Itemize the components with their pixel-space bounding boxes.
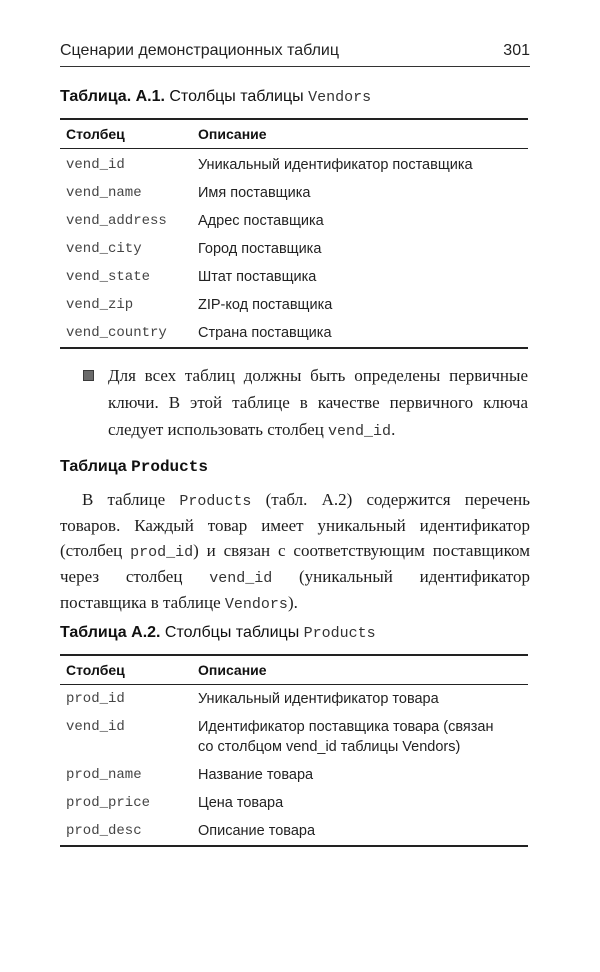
column-name-cell: prod_price [66, 795, 151, 811]
column-name-cell: vend_name [66, 185, 142, 201]
table-row [60, 713, 528, 761]
table-row [60, 263, 528, 291]
table-a1-caption [60, 88, 530, 106]
running-header [60, 36, 530, 67]
column-name-cell: vend_address [66, 213, 167, 229]
table-row [60, 149, 528, 180]
description-cell: Город поставщика [198, 241, 322, 257]
table-a1-caption-lead: Таблица. А.1. [60, 88, 165, 105]
description-cell: Название товара [198, 767, 314, 783]
column-header-name: Столбец [60, 655, 190, 685]
bullet-text-end: . [391, 420, 396, 439]
description-cell: Цена товара [198, 795, 284, 811]
column-name-cell: vend_state [66, 269, 151, 285]
column-header-name: Столбец [60, 119, 190, 149]
table-a2-header-row [60, 655, 528, 685]
description-line: со столбцом vend_id таблицы Vendors) [198, 739, 461, 755]
column-name-cell: vend_id [66, 719, 125, 735]
bullet-text-main: Для всех таблиц должны быть определены первичные ключи. В этой таблице в качестве первичного ключа следует использовать столбец [108, 366, 528, 439]
description-cell: Описание товара [190, 817, 528, 846]
column-name-cell: prod_name [66, 767, 142, 783]
description-cell: Уникальный идентификатор товара [198, 691, 439, 707]
table-row [60, 235, 528, 263]
description-cell: Штат поставщика [198, 269, 317, 285]
table-a2-caption-text: Столбцы таблицы [160, 624, 304, 641]
column-name-cell: vend_zip [66, 297, 134, 313]
table-a1-caption-text: Столбцы таблицы [164, 88, 309, 105]
description-cell: Адрес поставщика [198, 213, 324, 229]
running-header-title: Сценарии демонстрационных таблиц [60, 42, 340, 59]
table-a1-caption-code: Vendors [308, 89, 372, 106]
table-a2-caption [60, 624, 530, 642]
square-bullet-icon [83, 370, 94, 381]
column-name-cell: prod_desc [60, 817, 190, 846]
column-name-cell: prod_id [66, 691, 125, 707]
column-name-cell: vend_country [60, 319, 190, 348]
table-row [60, 761, 528, 789]
bullet-code: vend_id [328, 423, 392, 440]
bullet-text [108, 362, 528, 445]
section-heading-code: Products [131, 458, 208, 476]
bullet-note [86, 362, 528, 445]
table-row [60, 291, 528, 319]
table-row [60, 817, 528, 846]
paragraph-text: (уникальный идентификатор поставщика в таблице [60, 566, 530, 613]
paragraph-code: vend_id [209, 569, 273, 587]
description-cell [190, 713, 528, 761]
description-cell: ZIP-код поставщика [198, 297, 333, 313]
table-row [60, 179, 528, 207]
column-header-description: Описание [190, 655, 528, 685]
table-row [60, 789, 528, 817]
page-number: 301 [503, 42, 530, 59]
paragraph-code: Vendors [224, 596, 288, 614]
table-a1 [60, 118, 528, 349]
table-row [60, 319, 528, 348]
table-row [60, 685, 528, 714]
paragraph-text: ) и связан с соответствующим поставщиком через столбец [60, 540, 530, 586]
description-cell: Страна поставщика [190, 319, 528, 348]
description-line: Идентификатор поставщика товара (связан [198, 719, 494, 735]
column-name-cell: vend_city [66, 241, 142, 257]
paragraph-text: ). [287, 593, 298, 613]
table-a2-caption-lead: Таблица А.2. [60, 624, 161, 641]
table-a2-caption-code: Products [303, 625, 376, 642]
body-paragraph [60, 488, 530, 617]
table-a1-header-row [60, 119, 528, 149]
table-row [60, 207, 528, 235]
column-header-description: Описание [190, 119, 528, 149]
paragraph-code: Products [179, 493, 252, 510]
description-cell: Имя поставщика [198, 185, 311, 201]
paragraph-text: В таблице [82, 490, 180, 509]
section-heading-text: Таблица [60, 458, 132, 475]
section-heading [60, 458, 208, 476]
column-name-cell: vend_id [66, 157, 125, 173]
paragraph-code: prod_id [130, 543, 194, 561]
description-cell: Уникальный идентификатор поставщика [198, 157, 473, 173]
table-a2 [60, 654, 528, 847]
paragraph-text: (табл. А.2) содержится перечень товаров. Каждый товар имеет уникальный идентификатор (столбец [60, 490, 530, 560]
